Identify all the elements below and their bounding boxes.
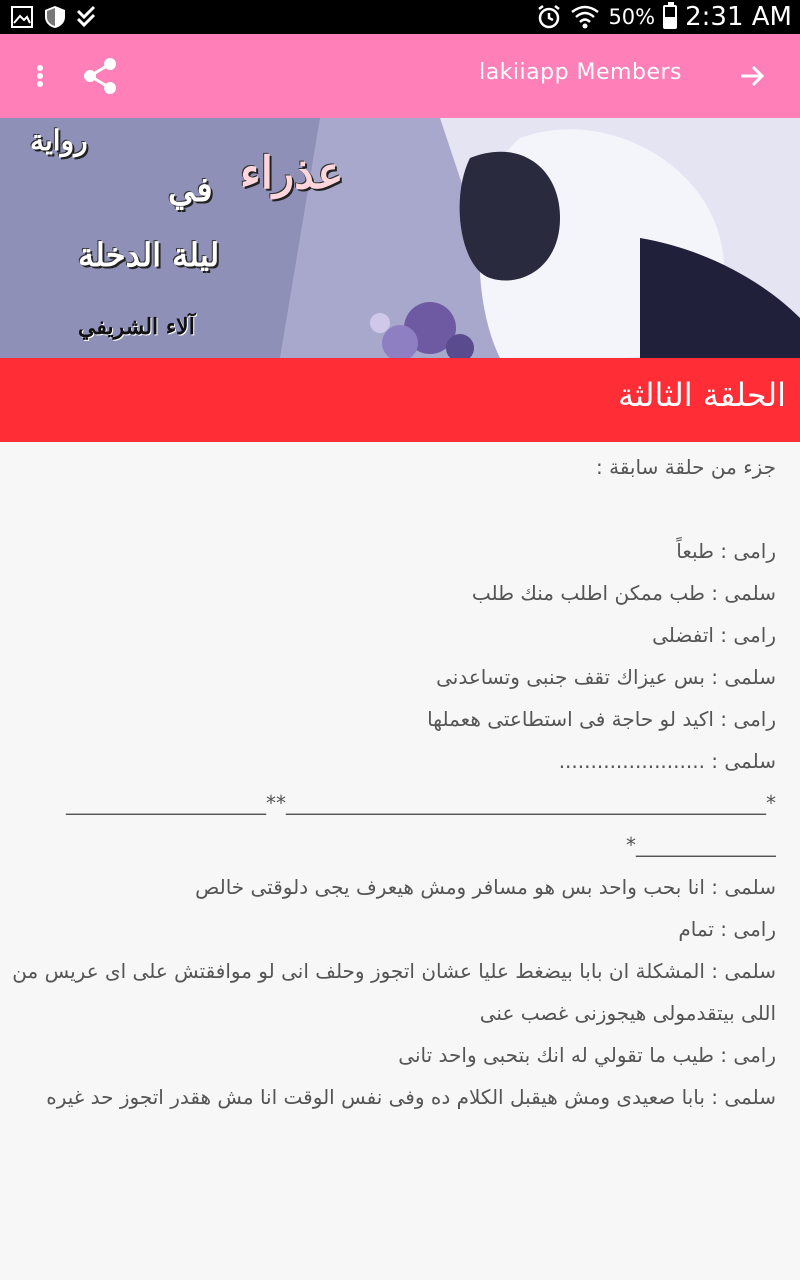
battery-percent: 50% — [608, 5, 656, 29]
gallery-icon — [10, 5, 34, 29]
story-content — [8, 446, 776, 1118]
shield-icon — [44, 5, 66, 29]
status-bar — [0, 0, 800, 34]
app-bar — [0, 34, 800, 118]
dialogue-line: رامى : اتفضلى — [652, 623, 776, 647]
dialogue-line: سلمى : انا بحب واحد بس هو مسافر ومش هيعرف يجى دلوقتى خالص — [195, 875, 776, 899]
more-vert-icon — [36, 64, 44, 88]
dialogue-line: سلمى : طب ممكن اطلب منك طلب — [471, 581, 776, 605]
battery-icon — [663, 5, 677, 29]
banner-line-1: رواية — [30, 124, 88, 157]
back-button[interactable] — [732, 56, 772, 96]
banner-author: آلاء الشريفي — [78, 314, 195, 340]
dialogue-line: سلمى : المشكلة ان بابا بيضغط عليا عشان اتجوز وحلف انى لو موافقتش على اى عريس من اللى بيتقدمولى هيجوزنى غصب عنى — [12, 959, 776, 1025]
system-icons — [536, 0, 792, 34]
dialogue-line: رامى : طبعاً — [676, 539, 776, 563]
episode-header — [0, 358, 800, 442]
novel-cover-banner — [0, 118, 800, 358]
text-divider: ____________________**________________________________________________* — [66, 791, 776, 815]
banner-line-3: في — [168, 170, 213, 210]
app-title: lakiiapp Members — [479, 60, 682, 85]
banner-line-2: عذراء — [240, 148, 344, 199]
banner-line-4: ليلة الدخلة — [78, 236, 220, 274]
dialogue-line: رامى : اكيد لو حاجة فى استطاعتى هعملها — [427, 707, 776, 731]
dialogue-line: سلمى : بابا صعيدى ومش هيقبل الكلام ده وفى نفس الوقت انا مش هقدر اتجوز حد غيره — [46, 1085, 776, 1109]
episode-title: الحلقة الثالثة — [617, 376, 786, 414]
app-notification-icon — [76, 5, 98, 29]
wifi-icon — [570, 4, 600, 30]
notification-icons — [10, 5, 98, 29]
alarm-icon — [536, 4, 562, 30]
clock: 2:31 AM — [685, 2, 792, 32]
dialogue-line: سلمى : بس عيزاك تقف جنبى وتساعدنى — [436, 665, 776, 689]
share-icon — [82, 57, 118, 95]
dialogue-line: رامى : تمام — [678, 917, 776, 941]
dialogue-line: سلمى : ....................... — [558, 749, 776, 773]
arrow-forward-icon — [739, 64, 765, 88]
text-divider: *______________ — [626, 833, 776, 857]
overflow-menu-button[interactable] — [22, 56, 58, 96]
dialogue-line: رامى : طيب ما تقولي له انك بتحبى واحد تانى — [398, 1043, 776, 1067]
intro-line: جزء من حلقة سابقة : — [596, 455, 776, 479]
share-button[interactable] — [80, 54, 120, 98]
